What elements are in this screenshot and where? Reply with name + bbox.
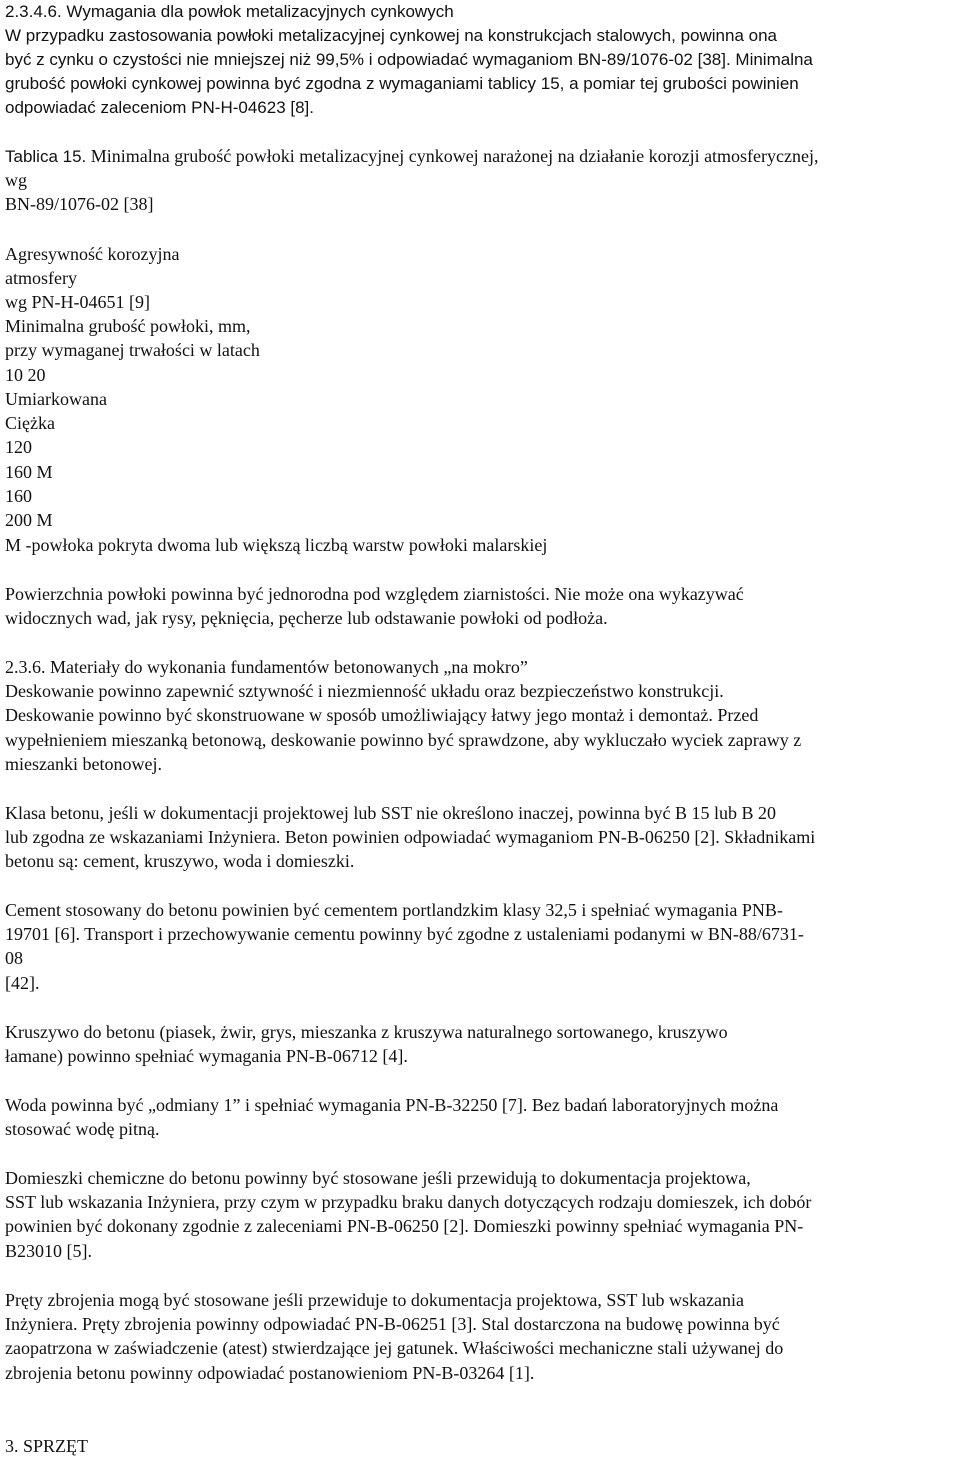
paragraph-line: łamane) powinno spełniać wymagania PN-B-06712 [4]. — [5, 1046, 408, 1066]
table-cell: Agresywność korozyjna — [5, 244, 180, 264]
paragraph-line: Powierzchnia powłoki powinna być jednorodna pod względem ziarnistości. Nie może ona wykazywać — [5, 584, 744, 604]
paragraph-line: powinien być dokonany zgodnie z zaleceniami PN-B-06250 [2]. Domieszki powinny spełniać wymagania PN- — [5, 1216, 804, 1236]
paragraph-line: Klasa betonu, jeśli w dokumentacji projektowej lub SST nie określono inaczej, powinna być B 15 lub B 20 — [5, 803, 777, 823]
paragraph-line: Kruszywo do betonu (piasek, żwir, grys, mieszanka z kruszywa naturalnego sortowanego, kruszywo — [5, 1022, 728, 1042]
table-cell: 160 — [5, 486, 32, 506]
table-cell: Umiarkowana — [5, 389, 107, 409]
paragraph-line: Deskowanie powinno zapewnić sztywność i niezmienność układu oraz bezpieczeństwo konstrukcji. — [5, 681, 724, 701]
table-caption-line: BN-89/1076-02 [38] — [5, 194, 154, 214]
paragraph-line: odpowiadać zaleceniom PN-H-04623 [8]. — [5, 98, 315, 117]
paragraph-line: być z cynku o czystości nie mniejszej niż 99,5% i odpowiadać wymaganiom BN-89/1076-02 [38]. Minimalna — [5, 50, 813, 69]
paragraph-line: stosować wodę pitną. — [5, 1119, 160, 1139]
paragraph-line: mieszanki betonowej. — [5, 754, 162, 774]
paragraph-line: betonu są: cement, kruszywo, woda i domieszki. — [5, 851, 355, 871]
paragraph-line: wypełnieniem mieszanką betonową, deskowanie powinno być sprawdzone, aby wykluczało wyciek zaprawy z — [5, 730, 802, 750]
table-footnote: M -powłoka pokryta dwoma lub większą liczbą warstw powłoki malarskiej — [5, 535, 548, 555]
table-cell: Ciężka — [5, 413, 55, 433]
table-cell: przy wymaganej trwałości w latach — [5, 340, 260, 360]
section-heading-236: 2.3.6. Materiały do wykonania fundamentów betonowanych „na mokro” — [5, 657, 528, 677]
table-caption — [5, 146, 819, 168]
table-cell: wg PN-H-04651 [9] — [5, 292, 150, 312]
paragraph-line: zbrojenia betonu powinny odpowiadać postanowieniom PN-B-03264 [1]. — [5, 1363, 535, 1383]
table-cell: 120 — [5, 437, 32, 457]
paragraph-line: B23010 [5]. — [5, 1241, 92, 1261]
table-caption-label: Tablica 15. — [5, 147, 87, 166]
paragraph-line: Cement stosowany do betonu powinien być cementem portlandzkim klasy 32,5 i spełniać wymagania PNB- — [5, 900, 783, 920]
paragraph-line: Pręty zbrojenia mogą być stosowane jeśli przewiduje to dokumentacja projektowa, SST lub wskazania — [5, 1290, 744, 1310]
paragraph-line: [42]. — [5, 973, 40, 993]
paragraph-line: W przypadku zastosowania powłoki metalizacyjnej cynkowej na konstrukcjach stalowych, powinna ona — [5, 26, 777, 45]
section-heading-3: 3. SPRZĘT — [5, 1436, 89, 1456]
paragraph-line: 19701 [6]. Transport i przechowywanie cementu powinny być zgodne z ustaleniami podanymi w BN-88/6731- — [5, 924, 804, 944]
table-caption-line: wg — [5, 170, 27, 190]
paragraph-line: Woda powinna być „odmiany 1” i spełniać wymagania PN-B-32250 [7]. Bez badań laboratoryjnych można — [5, 1095, 779, 1115]
paragraph-line: Domieszki chemiczne do betonu powinny być stosowane jeśli przewidują to dokumentacja projektowa, — [5, 1168, 751, 1188]
paragraph-line: grubość powłoki cynkowej powinna być zgodna z wymaganiami tablicy 15, a pomiar tej grubości powinien — [5, 74, 799, 93]
table-cell: 10 20 — [5, 365, 46, 385]
table-cell: Minimalna grubość powłoki, mm, — [5, 316, 251, 336]
paragraph-line: 08 — [5, 948, 23, 968]
paragraph-line: Inżyniera. Pręty zbrojenia powinny odpowiadać PN-B-06251 [3]. Stal dostarczona na budowę powinna być — [5, 1314, 780, 1334]
table-caption-text: Minimalna grubość powłoki metalizacyjnej cynkowej narażonej na działanie korozji atmosferycznej, — [86, 146, 819, 166]
table-cell: 200 M — [5, 510, 53, 530]
table-cell: 160 M — [5, 462, 53, 482]
paragraph-line: Deskowanie powinno być skonstruowane w sposób umożliwiający łatwy jego montaż i demontaż. Przed — [5, 705, 759, 725]
section-heading-2346: 2.3.4.6. Wymagania dla powłok metalizacyjnych cynkowych — [5, 2, 454, 21]
paragraph-line: SST lub wskazania Inżyniera, przy czym w przypadku braku danych dotyczących rodzaju domieszek, ich dobór — [5, 1192, 812, 1212]
table-cell: atmosfery — [5, 268, 77, 288]
paragraph-line: widocznych wad, jak rysy, pęknięcia, pęcherze lub odstawanie powłoki od podłoża. — [5, 608, 608, 628]
paragraph-line: lub zgodna ze wskazaniami Inżyniera. Beton powinien odpowiadać wymaganiom PN-B-06250 [2]. Składnikami — [5, 827, 816, 847]
paragraph-line: zaopatrzona w zaświadczenie (atest) stwierdzające jej gatunek. Właściwości mechaniczne stali używanej do — [5, 1338, 784, 1358]
